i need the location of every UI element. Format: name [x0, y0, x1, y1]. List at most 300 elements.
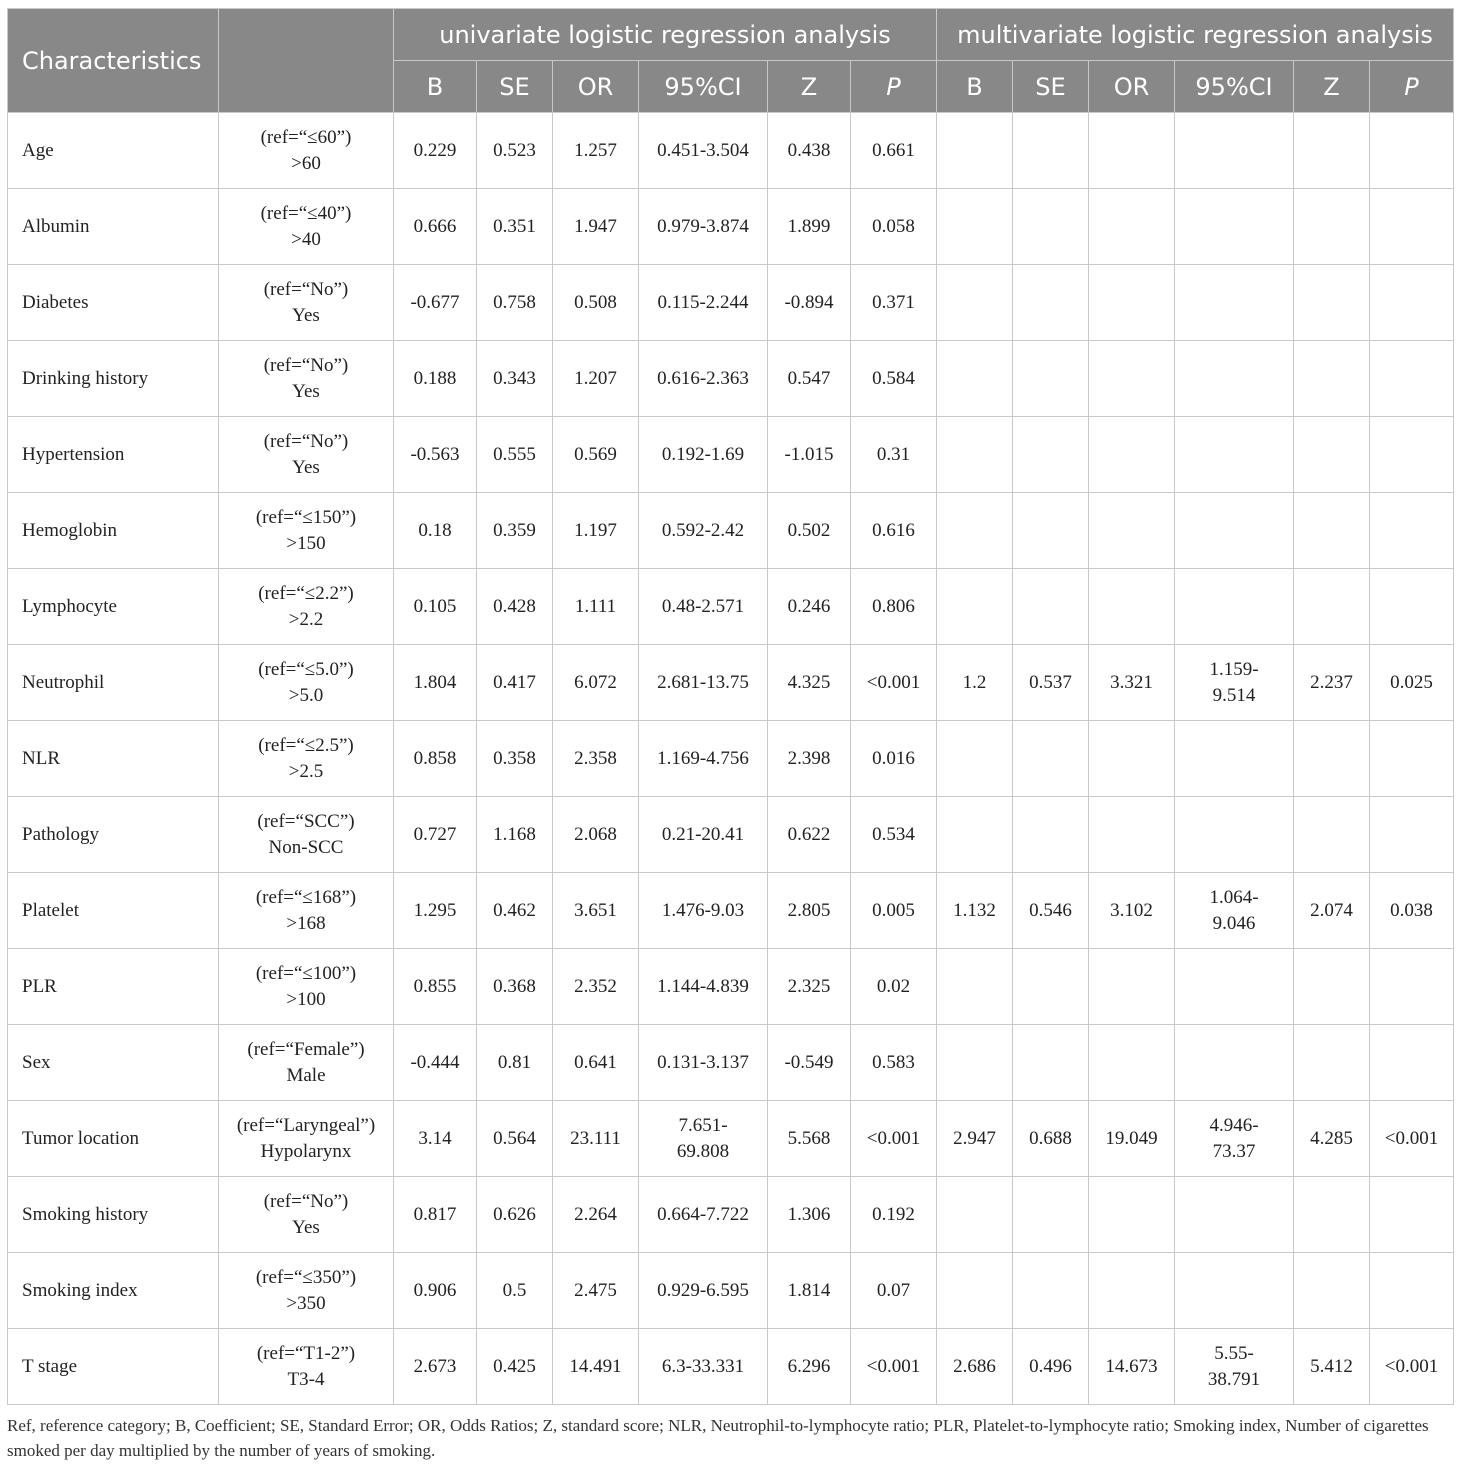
uni-p-cell: 0.584 — [851, 341, 937, 417]
uni-p-cell: 0.534 — [851, 797, 937, 873]
comparison-level: Yes — [292, 380, 320, 402]
uni-se-cell: 0.81 — [477, 1025, 553, 1101]
uni-z-cell: 4.325 — [768, 645, 851, 721]
comparison-level: >100 — [286, 988, 326, 1010]
table-row — [8, 873, 1454, 949]
row-characteristic: Neutrophil — [8, 645, 219, 721]
uni-b-cell: 0.188 — [394, 341, 477, 417]
uni-b-cell: -0.677 — [394, 265, 477, 341]
uni-or-cell: 1.197 — [553, 493, 639, 569]
multi-or-cell — [1089, 265, 1175, 341]
uni-p-cell: 0.02 — [851, 949, 937, 1025]
row-reference — [219, 1025, 394, 1101]
uni-se-cell: 0.368 — [477, 949, 553, 1025]
uni-ci-cell: 1.476-9.03 — [639, 873, 768, 949]
uni-p-cell: 0.371 — [851, 265, 937, 341]
multi-b-cell — [937, 417, 1013, 493]
header-multivariate: multivariate logistic regression analysis — [937, 9, 1454, 61]
multi-or-cell — [1089, 721, 1175, 797]
multi-ci-cell — [1175, 1025, 1294, 1101]
uni-b-cell: 3.14 — [394, 1101, 477, 1177]
uni-ci-cell: 0.115-2.244 — [639, 265, 768, 341]
uni-se-cell: 0.358 — [477, 721, 553, 797]
uni-ci-cell: 0.451-3.504 — [639, 113, 768, 189]
uni-ci-cell: 0.192-1.69 — [639, 417, 768, 493]
row-reference — [219, 721, 394, 797]
uni-or-cell: 1.111 — [553, 569, 639, 645]
multi-b-cell: 2.947 — [937, 1101, 1013, 1177]
row-reference — [219, 417, 394, 493]
reference-category: (ref=“No”) — [263, 354, 349, 376]
multi-b-cell — [937, 113, 1013, 189]
uni-or-cell: 2.358 — [553, 721, 639, 797]
reference-category: (ref=“No”) — [263, 430, 349, 452]
multi-ci-cell: 5.55- 38.791 — [1175, 1329, 1294, 1405]
uni-se-cell: 0.462 — [477, 873, 553, 949]
multi-col-ci: 95%CI — [1175, 61, 1294, 113]
row-reference — [219, 189, 394, 265]
multi-se-cell — [1013, 1253, 1089, 1329]
uni-se-cell: 0.758 — [477, 265, 553, 341]
uni-ci-cell: 0.48-2.571 — [639, 569, 768, 645]
row-characteristic: PLR — [8, 949, 219, 1025]
multi-p-cell — [1370, 417, 1454, 493]
multi-p-cell: 0.025 — [1370, 645, 1454, 721]
uni-col-or: OR — [553, 61, 639, 113]
comparison-level: >40 — [291, 228, 321, 250]
uni-or-cell: 2.264 — [553, 1177, 639, 1253]
multi-se-cell — [1013, 949, 1089, 1025]
uni-ci-cell: 0.979-3.874 — [639, 189, 768, 265]
uni-ci-cell: 6.3-33.331 — [639, 1329, 768, 1405]
multi-p-cell — [1370, 189, 1454, 265]
uni-se-cell: 0.343 — [477, 341, 553, 417]
multi-col-z: Z — [1294, 61, 1370, 113]
multi-p-cell — [1370, 797, 1454, 873]
uni-b-cell: 1.804 — [394, 645, 477, 721]
uni-ci-cell: 0.131-3.137 — [639, 1025, 768, 1101]
multi-se-cell — [1013, 1025, 1089, 1101]
row-characteristic: Age — [8, 113, 219, 189]
multi-ci-cell — [1175, 569, 1294, 645]
multi-col-b: B — [937, 61, 1013, 113]
uni-or-cell: 0.641 — [553, 1025, 639, 1101]
header-characteristics: Characteristics — [8, 9, 219, 113]
table-body — [8, 113, 1454, 1405]
multi-ci-cell — [1175, 797, 1294, 873]
multi-p-cell — [1370, 113, 1454, 189]
multi-z-cell — [1294, 721, 1370, 797]
uni-ci-cell: 0.592-2.42 — [639, 493, 768, 569]
table-row — [8, 189, 1454, 265]
multi-z-cell — [1294, 1025, 1370, 1101]
row-reference — [219, 1177, 394, 1253]
comparison-level: >5.0 — [288, 684, 324, 706]
uni-col-se: SE — [477, 61, 553, 113]
multi-ci-cell — [1175, 417, 1294, 493]
uni-b-cell: 2.673 — [394, 1329, 477, 1405]
comparison-level: >150 — [286, 532, 326, 554]
comparison-level: >2.2 — [288, 608, 324, 630]
uni-p-cell: 0.31 — [851, 417, 937, 493]
table-row — [8, 265, 1454, 341]
multi-se-cell — [1013, 1177, 1089, 1253]
table-row — [8, 949, 1454, 1025]
multi-or-cell — [1089, 949, 1175, 1025]
uni-col-z: Z — [768, 61, 851, 113]
multi-p-cell — [1370, 1253, 1454, 1329]
comparison-level: Hypolarynx — [260, 1140, 352, 1162]
uni-b-cell: 0.906 — [394, 1253, 477, 1329]
comparison-level: Yes — [292, 456, 320, 478]
multi-p-cell: 0.038 — [1370, 873, 1454, 949]
uni-p-cell: 0.005 — [851, 873, 937, 949]
uni-b-cell: 0.858 — [394, 721, 477, 797]
uni-p-cell: 0.192 — [851, 1177, 937, 1253]
uni-ci-cell: 0.21-20.41 — [639, 797, 768, 873]
multi-z-cell — [1294, 949, 1370, 1025]
comparison-level: Yes — [292, 304, 320, 326]
uni-or-cell: 2.475 — [553, 1253, 639, 1329]
uni-z-cell: 0.622 — [768, 797, 851, 873]
row-reference — [219, 1101, 394, 1177]
multi-or-cell: 14.673 — [1089, 1329, 1175, 1405]
uni-or-cell: 0.569 — [553, 417, 639, 493]
uni-z-cell: 5.568 — [768, 1101, 851, 1177]
uni-b-cell: 0.18 — [394, 493, 477, 569]
multi-p-cell: <0.001 — [1370, 1329, 1454, 1405]
multi-b-cell — [937, 265, 1013, 341]
table-row — [8, 113, 1454, 189]
uni-col-p: P — [851, 61, 937, 113]
uni-p-cell: 0.058 — [851, 189, 937, 265]
uni-z-cell: -0.894 — [768, 265, 851, 341]
row-reference — [219, 645, 394, 721]
table-container — [7, 8, 1453, 1405]
row-reference — [219, 1329, 394, 1405]
row-characteristic: Tumor location — [8, 1101, 219, 1177]
uni-z-cell: -1.015 — [768, 417, 851, 493]
multi-ci-cell — [1175, 1177, 1294, 1253]
multi-or-cell — [1089, 341, 1175, 417]
uni-ci-cell: 0.616-2.363 — [639, 341, 768, 417]
table-row — [8, 341, 1454, 417]
uni-z-cell: 2.325 — [768, 949, 851, 1025]
multi-or-cell — [1089, 417, 1175, 493]
uni-se-cell: 0.523 — [477, 113, 553, 189]
multi-b-cell — [937, 721, 1013, 797]
multi-p-cell — [1370, 569, 1454, 645]
table-row — [8, 493, 1454, 569]
uni-p-cell: 0.07 — [851, 1253, 937, 1329]
comparison-level: T3-4 — [287, 1368, 325, 1390]
uni-z-cell: 0.502 — [768, 493, 851, 569]
uni-p-cell: <0.001 — [851, 645, 937, 721]
uni-se-cell: 0.555 — [477, 417, 553, 493]
uni-col-b: B — [394, 61, 477, 113]
row-reference — [219, 797, 394, 873]
multi-p-cell — [1370, 721, 1454, 797]
multi-z-cell: 2.237 — [1294, 645, 1370, 721]
reference-category: (ref=“≤60”) — [260, 126, 352, 148]
multi-z-cell — [1294, 341, 1370, 417]
uni-se-cell: 0.428 — [477, 569, 553, 645]
uni-p-cell: 0.016 — [851, 721, 937, 797]
uni-b-cell: -0.563 — [394, 417, 477, 493]
reference-category: (ref=“SCC”) — [257, 810, 355, 832]
comparison-level: >2.5 — [288, 760, 324, 782]
multi-z-cell: 4.285 — [1294, 1101, 1370, 1177]
uni-b-cell: 0.105 — [394, 569, 477, 645]
reference-category: (ref=“≤2.5”) — [258, 734, 354, 756]
row-reference — [219, 493, 394, 569]
multi-ci-cell — [1175, 265, 1294, 341]
multi-se-cell — [1013, 569, 1089, 645]
comparison-level: Male — [286, 1064, 326, 1086]
uni-z-cell: 0.438 — [768, 113, 851, 189]
multi-or-cell — [1089, 1177, 1175, 1253]
reference-category: (ref=“≤100”) — [255, 962, 357, 984]
uni-se-cell: 0.425 — [477, 1329, 553, 1405]
multi-se-cell: 0.496 — [1013, 1329, 1089, 1405]
multi-p-cell — [1370, 341, 1454, 417]
multi-z-cell: 5.412 — [1294, 1329, 1370, 1405]
multi-col-se: SE — [1013, 61, 1089, 113]
multi-z-cell — [1294, 493, 1370, 569]
multi-b-cell — [937, 1025, 1013, 1101]
multi-ci-cell — [1175, 189, 1294, 265]
multi-col-or: OR — [1089, 61, 1175, 113]
multi-z-cell — [1294, 1253, 1370, 1329]
comparison-level: Yes — [292, 1216, 320, 1238]
row-reference — [219, 1253, 394, 1329]
uni-p-cell: <0.001 — [851, 1101, 937, 1177]
uni-or-cell: 6.072 — [553, 645, 639, 721]
multi-z-cell: 2.074 — [1294, 873, 1370, 949]
row-characteristic: Sex — [8, 1025, 219, 1101]
uni-b-cell: 0.855 — [394, 949, 477, 1025]
uni-or-cell: 2.352 — [553, 949, 639, 1025]
uni-or-cell: 1.257 — [553, 113, 639, 189]
multi-b-cell — [937, 493, 1013, 569]
uni-or-cell: 1.947 — [553, 189, 639, 265]
row-characteristic: Platelet — [8, 873, 219, 949]
uni-p-cell: 0.583 — [851, 1025, 937, 1101]
uni-ci-cell: 0.664-7.722 — [639, 1177, 768, 1253]
uni-ci-cell: 2.681-13.75 — [639, 645, 768, 721]
multi-ci-cell: 4.946- 73.37 — [1175, 1101, 1294, 1177]
uni-z-cell: 1.814 — [768, 1253, 851, 1329]
row-characteristic: Diabetes — [8, 265, 219, 341]
multi-z-cell — [1294, 113, 1370, 189]
multi-b-cell — [937, 569, 1013, 645]
uni-se-cell: 0.351 — [477, 189, 553, 265]
header-reference — [219, 9, 394, 113]
uni-z-cell: 1.899 — [768, 189, 851, 265]
uni-z-cell: 0.246 — [768, 569, 851, 645]
multi-se-cell: 0.546 — [1013, 873, 1089, 949]
row-reference — [219, 569, 394, 645]
uni-ci-cell: 0.929-6.595 — [639, 1253, 768, 1329]
uni-ci-cell: 1.169-4.756 — [639, 721, 768, 797]
comparison-level: >350 — [286, 1292, 326, 1314]
reference-category: (ref=“≤2.2”) — [258, 582, 354, 604]
uni-z-cell: -0.549 — [768, 1025, 851, 1101]
comparison-level: Non-SCC — [268, 836, 344, 858]
multi-se-cell — [1013, 797, 1089, 873]
table-row — [8, 797, 1454, 873]
uni-z-cell: 1.306 — [768, 1177, 851, 1253]
uni-b-cell: 0.666 — [394, 189, 477, 265]
uni-or-cell: 0.508 — [553, 265, 639, 341]
uni-p-cell: 0.661 — [851, 113, 937, 189]
multi-se-cell — [1013, 189, 1089, 265]
multi-or-cell — [1089, 493, 1175, 569]
uni-b-cell: 0.817 — [394, 1177, 477, 1253]
multi-b-cell — [937, 1177, 1013, 1253]
table-row — [8, 645, 1454, 721]
multi-col-p: P — [1370, 61, 1454, 113]
reference-category: (ref=“≤150”) — [255, 506, 357, 528]
multi-or-cell: 19.049 — [1089, 1101, 1175, 1177]
regression-table — [7, 8, 1454, 1405]
multi-z-cell — [1294, 189, 1370, 265]
multi-se-cell — [1013, 721, 1089, 797]
multi-z-cell — [1294, 417, 1370, 493]
table-row — [8, 569, 1454, 645]
uni-or-cell: 1.207 — [553, 341, 639, 417]
row-characteristic: Albumin — [8, 189, 219, 265]
uni-p-cell: 0.616 — [851, 493, 937, 569]
multi-b-cell — [937, 797, 1013, 873]
uni-or-cell: 2.068 — [553, 797, 639, 873]
reference-category: (ref=“≤40”) — [260, 202, 352, 224]
multi-or-cell — [1089, 797, 1175, 873]
header-univariate: univariate logistic regression analysis — [394, 9, 937, 61]
multi-or-cell — [1089, 1253, 1175, 1329]
uni-se-cell: 0.417 — [477, 645, 553, 721]
multi-ci-cell — [1175, 493, 1294, 569]
multi-b-cell: 1.2 — [937, 645, 1013, 721]
multi-ci-cell — [1175, 341, 1294, 417]
uni-se-cell: 1.168 — [477, 797, 553, 873]
multi-or-cell: 3.102 — [1089, 873, 1175, 949]
reference-category: (ref=“No”) — [263, 278, 349, 300]
reference-category: (ref=“T1-2”) — [256, 1342, 356, 1364]
uni-b-cell: 0.229 — [394, 113, 477, 189]
multi-se-cell — [1013, 113, 1089, 189]
uni-z-cell: 6.296 — [768, 1329, 851, 1405]
multi-se-cell — [1013, 265, 1089, 341]
multi-z-cell — [1294, 1177, 1370, 1253]
multi-ci-cell — [1175, 113, 1294, 189]
table-row — [8, 1177, 1454, 1253]
uni-p-cell: 0.806 — [851, 569, 937, 645]
multi-or-cell — [1089, 1025, 1175, 1101]
row-reference — [219, 341, 394, 417]
row-characteristic: Smoking history — [8, 1177, 219, 1253]
multi-se-cell: 0.688 — [1013, 1101, 1089, 1177]
comparison-level: >168 — [286, 912, 326, 934]
multi-se-cell: 0.537 — [1013, 645, 1089, 721]
comparison-level: >60 — [291, 152, 321, 174]
multi-b-cell — [937, 341, 1013, 417]
reference-category: (ref=“≤168”) — [255, 886, 357, 908]
uni-or-cell: 14.491 — [553, 1329, 639, 1405]
table-row — [8, 1253, 1454, 1329]
multi-z-cell — [1294, 265, 1370, 341]
row-characteristic: T stage — [8, 1329, 219, 1405]
uni-z-cell: 2.805 — [768, 873, 851, 949]
uni-se-cell: 0.626 — [477, 1177, 553, 1253]
multi-p-cell: <0.001 — [1370, 1101, 1454, 1177]
multi-z-cell — [1294, 569, 1370, 645]
multi-b-cell: 1.132 — [937, 873, 1013, 949]
multi-ci-cell: 1.159- 9.514 — [1175, 645, 1294, 721]
multi-p-cell — [1370, 265, 1454, 341]
multi-p-cell — [1370, 949, 1454, 1025]
multi-b-cell — [937, 189, 1013, 265]
footnote: Ref, reference category; B, Coefficient; SE, Standard Error; OR, Odds Ratios; Z, standard score; NLR, Neutrophil-to-lymphocyte ratio; PLR, Platelet-to-lymphocyte ratio; Smoking index, Number of cigarettes smoked per day multiplied by the number of years of smoking. — [7, 1416, 1429, 1460]
table-row — [8, 1101, 1454, 1177]
row-characteristic: NLR — [8, 721, 219, 797]
multi-ci-cell: 1.064- 9.046 — [1175, 873, 1294, 949]
row-reference — [219, 113, 394, 189]
reference-category: (ref=“Female”) — [247, 1038, 365, 1060]
multi-se-cell — [1013, 341, 1089, 417]
table-row — [8, 721, 1454, 797]
reference-category: (ref=“≤5.0”) — [258, 658, 354, 680]
uni-ci-cell: 1.144-4.839 — [639, 949, 768, 1025]
multi-or-cell — [1089, 189, 1175, 265]
uni-se-cell: 0.564 — [477, 1101, 553, 1177]
uni-z-cell: 2.398 — [768, 721, 851, 797]
uni-or-cell: 3.651 — [553, 873, 639, 949]
multi-se-cell — [1013, 493, 1089, 569]
uni-b-cell: 1.295 — [394, 873, 477, 949]
reference-category: (ref=“Laryngeal”) — [236, 1114, 376, 1136]
multi-p-cell — [1370, 1025, 1454, 1101]
multi-b-cell: 2.686 — [937, 1329, 1013, 1405]
row-characteristic: Lymphocyte — [8, 569, 219, 645]
row-characteristic: Hypertension — [8, 417, 219, 493]
uni-or-cell: 23.111 — [553, 1101, 639, 1177]
uni-col-ci: 95%CI — [639, 61, 768, 113]
row-characteristic: Pathology — [8, 797, 219, 873]
multi-ci-cell — [1175, 949, 1294, 1025]
row-reference — [219, 265, 394, 341]
table-row — [8, 417, 1454, 493]
uni-b-cell: -0.444 — [394, 1025, 477, 1101]
multi-or-cell — [1089, 569, 1175, 645]
multi-b-cell — [937, 949, 1013, 1025]
row-characteristic: Hemoglobin — [8, 493, 219, 569]
multi-b-cell — [937, 1253, 1013, 1329]
table-row — [8, 1025, 1454, 1101]
uni-ci-cell: 7.651- 69.808 — [639, 1101, 768, 1177]
row-characteristic: Smoking index — [8, 1253, 219, 1329]
uni-se-cell: 0.5 — [477, 1253, 553, 1329]
multi-se-cell — [1013, 417, 1089, 493]
multi-p-cell — [1370, 1177, 1454, 1253]
row-reference — [219, 873, 394, 949]
multi-ci-cell — [1175, 721, 1294, 797]
table-row — [8, 1329, 1454, 1405]
row-characteristic: Drinking history — [8, 341, 219, 417]
uni-z-cell: 0.547 — [768, 341, 851, 417]
multi-z-cell — [1294, 797, 1370, 873]
multi-or-cell: 3.321 — [1089, 645, 1175, 721]
